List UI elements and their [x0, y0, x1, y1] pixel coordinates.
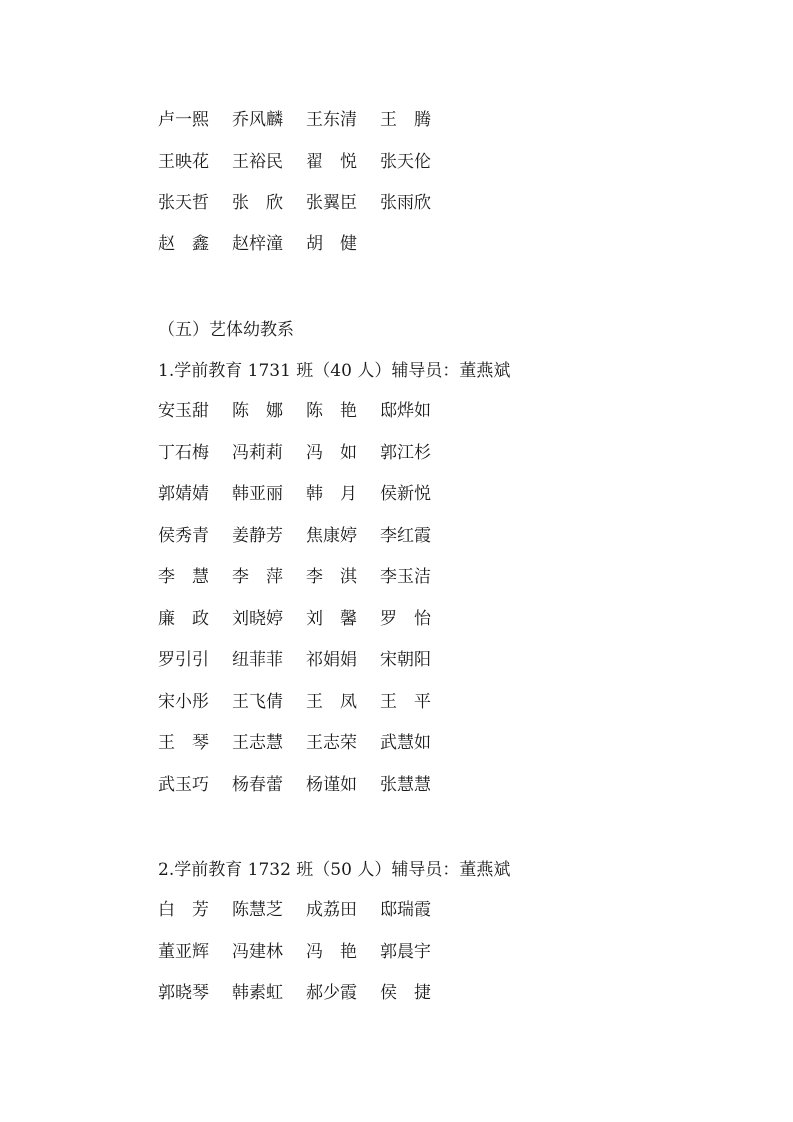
student-name: 邸瑞霞: [380, 899, 431, 920]
student-name: 安玉甜: [158, 400, 209, 421]
student-name: 张翼臣: [306, 192, 357, 213]
student-name: 宋朝阳: [380, 649, 431, 670]
student-name: 侯秀青: [158, 525, 209, 546]
name-row: [158, 229, 454, 253]
student-name: 翟 悦: [306, 151, 357, 172]
name-row: [158, 438, 454, 462]
student-name: 侯新悦: [380, 483, 431, 504]
student-name: 陈 娜: [232, 400, 283, 421]
student-name: 李玉洁: [380, 566, 431, 587]
student-name: 邸烨如: [380, 400, 431, 421]
student-name: 冯 如: [306, 442, 357, 463]
name-row: [158, 521, 454, 545]
student-name: 李红霞: [380, 525, 431, 546]
student-name: 董亚辉: [158, 941, 209, 962]
student-name: 罗引引: [158, 649, 209, 670]
student-name: 陈慧芝: [232, 899, 283, 920]
student-name: 郝少霞: [306, 982, 357, 1003]
student-name: 韩素虹: [232, 982, 283, 1003]
student-name: 王东清: [306, 109, 357, 130]
student-name: 王 平: [380, 691, 431, 712]
student-name: 卢一熙: [158, 109, 209, 130]
student-name: 侯 捷: [380, 982, 431, 1003]
student-name: 郭江杉: [380, 442, 431, 463]
student-name: 胡 健: [306, 233, 357, 254]
name-row: [158, 479, 454, 503]
student-name: 武玉巧: [158, 774, 209, 795]
name-row: [158, 105, 454, 129]
student-name: 冯建林: [232, 941, 283, 962]
student-name: 张雨欣: [380, 192, 431, 213]
name-row: [158, 396, 454, 420]
student-name: 冯 艳: [306, 941, 357, 962]
student-name: 武慧如: [380, 732, 431, 753]
name-row: [158, 147, 454, 171]
name-row: [158, 937, 454, 961]
student-name: 王映花: [158, 151, 209, 172]
student-name: 丁石梅: [158, 442, 209, 463]
student-name: 郭婧婧: [158, 483, 209, 504]
student-name: 张 欣: [232, 192, 283, 213]
name-row: [158, 604, 454, 628]
student-name: 刘晓婷: [232, 608, 283, 629]
student-name: 祁娟娟: [306, 649, 357, 670]
student-name: 纽菲菲: [232, 649, 283, 670]
student-name: 王裕民: [232, 151, 283, 172]
class-title: 2.学前教育 1732 班（50 人）辅导员：董燕斌: [158, 860, 511, 880]
name-row: [158, 728, 454, 752]
name-row: [158, 770, 454, 794]
student-name: 王志慧: [232, 732, 283, 753]
student-name: 杨谨如: [306, 774, 357, 795]
student-name: 白 芳: [158, 899, 209, 920]
student-name: 赵 鑫: [158, 233, 209, 254]
student-name: 王飞倩: [232, 691, 283, 712]
name-row: [158, 978, 454, 1002]
student-name: 李 萍: [232, 566, 283, 587]
name-row: [158, 895, 454, 919]
student-name: 焦康婷: [306, 525, 357, 546]
student-name: 韩 月: [306, 483, 357, 504]
name-row: [158, 687, 454, 711]
student-name: 郭晨宇: [380, 941, 431, 962]
student-name: 陈 艳: [306, 400, 357, 421]
student-name: 姜静芳: [232, 525, 283, 546]
student-name: 王 琴: [158, 732, 209, 753]
student-name: 李 淇: [306, 566, 357, 587]
student-name: 李 慧: [158, 566, 209, 587]
student-name: 韩亚丽: [232, 483, 283, 504]
section-title: （五）艺体幼教系: [158, 320, 294, 340]
student-name: 冯莉莉: [232, 442, 283, 463]
name-row: [158, 188, 454, 212]
student-name: 郭晓琴: [158, 982, 209, 1003]
student-name: 王志荣: [306, 732, 357, 753]
class-title: 1.学前教育 1731 班（40 人）辅导员：董燕斌: [158, 361, 511, 381]
student-name: 赵梓潼: [232, 233, 283, 254]
student-name: 杨春蕾: [232, 774, 283, 795]
student-name: 张天伦: [380, 151, 431, 172]
student-name: 张慧慧: [380, 774, 431, 795]
student-name: 张天哲: [158, 192, 209, 213]
student-name: 王 腾: [380, 109, 431, 130]
student-name: 王 凤: [306, 691, 357, 712]
student-name: 廉 政: [158, 608, 209, 629]
student-name: 成荔田: [306, 899, 357, 920]
student-name: 刘 馨: [306, 608, 357, 629]
student-name: 乔风麟: [232, 109, 283, 130]
name-row: [158, 562, 454, 586]
student-name: 宋小彤: [158, 691, 209, 712]
student-name: 罗 怡: [380, 608, 431, 629]
name-row: [158, 645, 454, 669]
